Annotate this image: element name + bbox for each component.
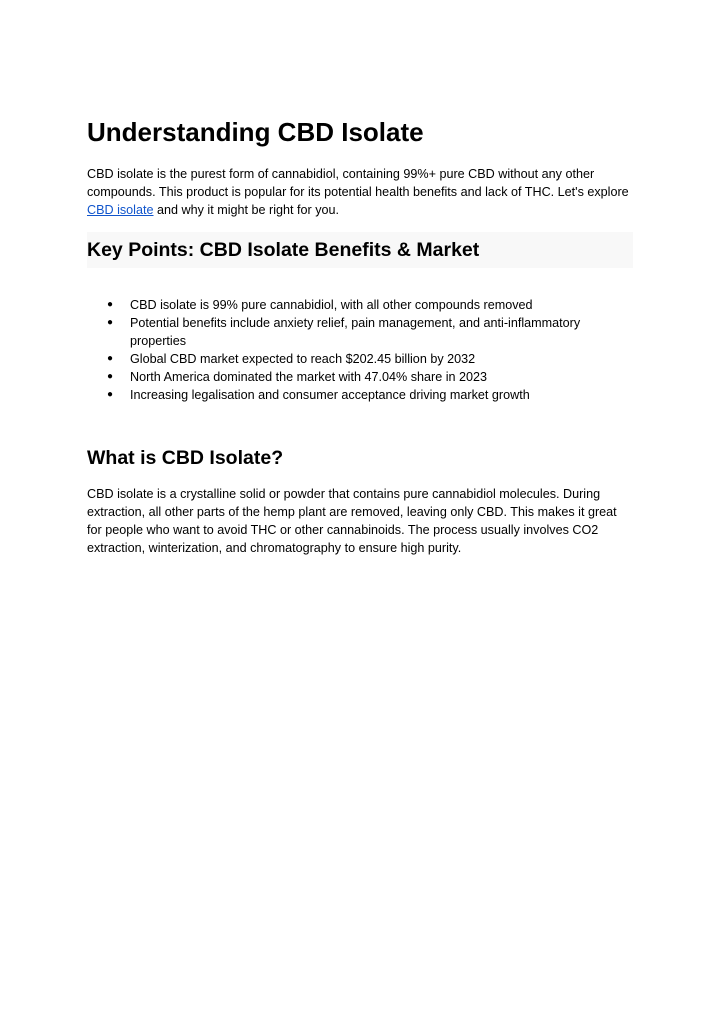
what-is-paragraph: CBD isolate is a crystalline solid or powder that contains pure cannabidiol molecules. During extraction, all other parts of the hemp plant are removed, leaving only CBD. This makes it great for people who want to avoid THC or other cannabinoids. The process usually involves CO2 extraction, winterization, and chromatography to ensure high purity. xyxy=(87,487,617,555)
list-item-text: CBD isolate is 99% pure cannabidiol, with all other compounds removed xyxy=(130,298,533,312)
page-title: Understanding CBD Isolate xyxy=(87,117,424,147)
list-item xyxy=(87,368,633,386)
list-item-text: Global CBD market expected to reach $202.45 billion by 2032 xyxy=(130,352,476,366)
list-item-text: Increasing legalisation and consumer acceptance driving market growth xyxy=(130,388,530,402)
bullet-icon: ● xyxy=(107,317,114,328)
list-item xyxy=(87,314,633,350)
intro-text-end: and why it might be right for you. xyxy=(153,203,339,217)
key-points-heading-band xyxy=(87,232,633,268)
bullet-icon: ● xyxy=(107,389,114,400)
list-item xyxy=(87,350,633,368)
what-is-heading: What is CBD Isolate? xyxy=(87,447,284,469)
bullet-icon: ● xyxy=(107,353,114,364)
list-item xyxy=(87,296,633,314)
intro-paragraph xyxy=(87,165,633,219)
intro-text-start: CBD isolate is the purest form of cannabidiol, containing 99%+ pure CBD without any other compounds. This product is popular for its potential health benefits and lack of THC. Let's explore xyxy=(87,167,629,199)
list-item xyxy=(87,386,633,404)
bullet-icon: ● xyxy=(107,371,114,382)
list-item-text: North America dominated the market with 47.04% share in 2023 xyxy=(130,370,488,384)
list-item-text: Potential benefits include anxiety relief, pain management, and anti-inflammatory properties xyxy=(130,316,581,348)
key-points-heading: Key Points: CBD Isolate Benefits & Market xyxy=(87,239,480,261)
bullet-icon: ● xyxy=(107,299,114,310)
cbd-isolate-link[interactable]: CBD isolate xyxy=(87,203,154,217)
key-points-list xyxy=(87,296,633,404)
